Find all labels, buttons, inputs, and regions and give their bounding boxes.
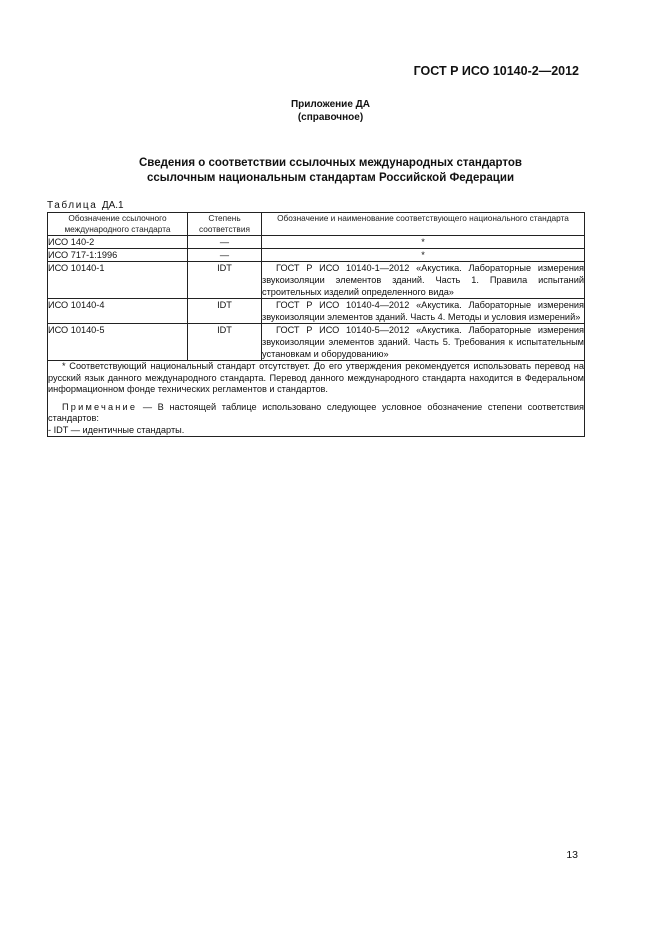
cell-reference: ИСО 10140-5 [48, 324, 188, 361]
header-degree: Степень соответствия [188, 213, 262, 236]
table-footer [48, 361, 585, 437]
cell-national: ГОСТ Р ИСО 10140-4—2012 «Акустика. Лабораторные измерения звукоизоляции элементов зданий. Часть 4. Методы и условия измерений» [262, 300, 584, 322]
document-standard-id: ГОСТ Р ИСО 10140-2—2012 [413, 64, 579, 78]
document-title-line-1: Сведения о соответствии ссылочных международных стандартов [138, 157, 522, 169]
table-caption-number: ДА.1 [101, 200, 124, 211]
cell-national: ГОСТ Р ИСО 10140-5—2012 «Акустика. Лабораторные измерения звукоизоляции элементов зданий. Часть 5. Требования к испытательным установкам и оборудованию» [262, 325, 584, 359]
cell-reference: ИСО 717-1:1996 [48, 249, 188, 262]
table-caption-label: Таблица [47, 200, 98, 211]
cell-national: * [262, 236, 585, 249]
header-national-standard: Обозначение и наименование соответствующего национального стандарта [262, 213, 585, 236]
cell-national: ГОСТ Р ИСО 10140-1—2012 «Акустика. Лабораторные измерения звукоизоляции элементов зданий. Часть 1. Правила испытаний строительных изделий определенного вида» [262, 263, 584, 297]
table-header-row [48, 213, 585, 236]
table-footer-row [48, 361, 585, 437]
cell-reference: ИСО 10140-4 [48, 299, 188, 324]
cell-degree: IDT [188, 324, 262, 361]
note-item: - IDT — идентичные стандарты. [48, 424, 185, 435]
table-row [48, 236, 585, 249]
page-number: 13 [566, 849, 578, 861]
annex-title: Приложение ДА [290, 99, 371, 110]
table-caption [47, 200, 124, 211]
note [48, 402, 584, 425]
cell-degree: — [188, 249, 262, 262]
table-row [48, 324, 585, 361]
cell-degree: — [188, 236, 262, 249]
document-title [0, 156, 661, 186]
cell-national: * [262, 249, 585, 262]
cell-degree: IDT [188, 262, 262, 299]
note-text: — В настоящей таблице использовано следующее условное обозначение степени соответствия стандартов: [48, 401, 584, 423]
correspondence-table [47, 212, 585, 437]
footnote: * Соответствующий национальный стандарт отсутствует. До его утверждения рекомендуется использовать перевод на русский язык данного международного стандарта. Перевод данного международного стандарта находится в Федеральном информационном фонде технических регламентов и стандартов. [48, 361, 584, 394]
note-label: Примечание [62, 401, 138, 412]
document-title-line-2: ссылочным национальным стандартам Российской Федерации [146, 172, 515, 184]
table-row [48, 262, 585, 299]
table-row [48, 249, 585, 262]
annex-subtitle: (справочное) [297, 112, 364, 123]
cell-reference: ИСО 10140-1 [48, 262, 188, 299]
annex-heading [0, 98, 661, 124]
cell-degree: IDT [188, 299, 262, 324]
header-reference-standard: Обозначение ссылочного международного стандарта [48, 213, 188, 236]
table-row [48, 299, 585, 324]
cell-reference: ИСО 140-2 [48, 236, 188, 249]
